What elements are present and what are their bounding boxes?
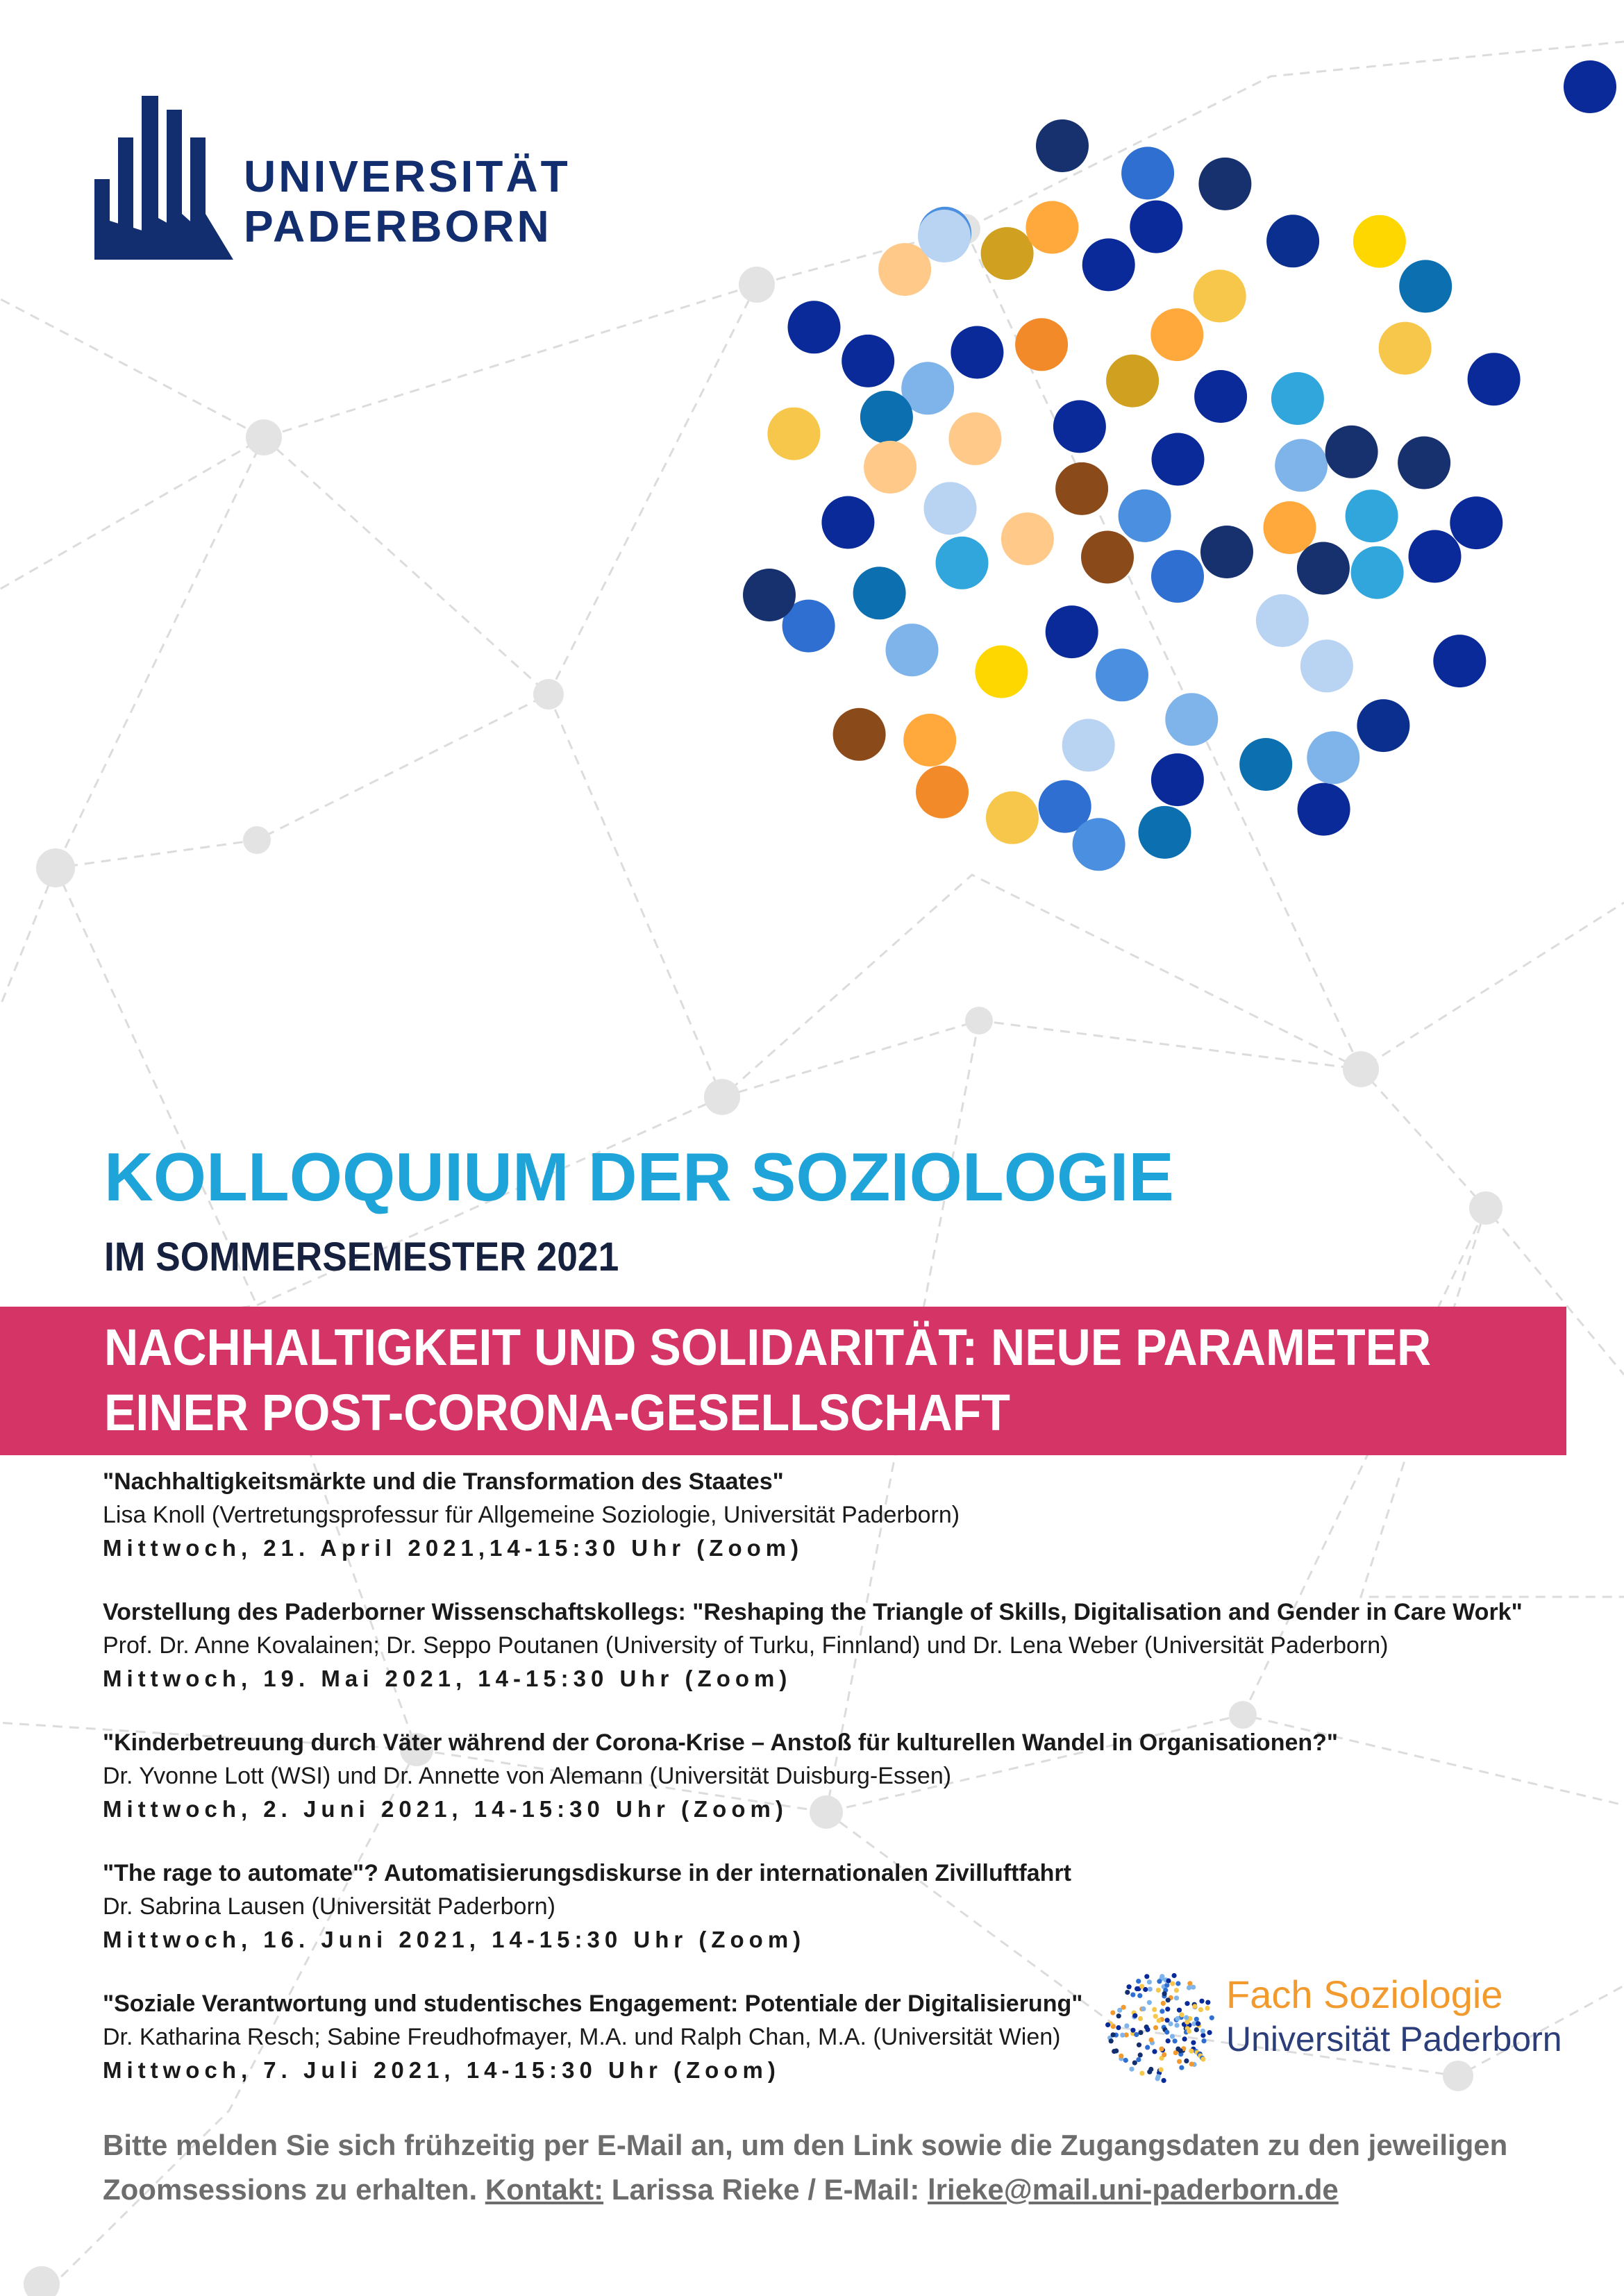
decorative-dot xyxy=(1191,1985,1196,1990)
decorative-dot xyxy=(1198,2007,1203,2012)
decorative-dot xyxy=(1165,2018,1170,2022)
decorative-dot xyxy=(1152,2007,1157,2012)
decorative-dot xyxy=(1192,2004,1197,2009)
decorative-dot xyxy=(1096,648,1148,701)
decorative-dot xyxy=(1174,1995,1179,2000)
decorative-dot xyxy=(1015,318,1068,371)
decorative-dot xyxy=(1196,2021,1200,2026)
decorative-dot xyxy=(1191,2041,1196,2045)
page-title: KOLLOQUIUM DER SOZIOLOGIE xyxy=(104,1139,1174,1215)
decorative-dot xyxy=(1159,2047,1164,2052)
decorative-dot xyxy=(1109,2038,1114,2043)
university-logo xyxy=(94,96,571,260)
decorative-dot xyxy=(1399,260,1452,312)
decorative-dot xyxy=(1166,1978,1171,1983)
decorative-dot xyxy=(788,301,841,353)
decorative-dot xyxy=(1127,1984,1132,1989)
decorative-dot xyxy=(1150,308,1203,361)
decorative-dot xyxy=(1164,2029,1169,2034)
decorative-dot xyxy=(1147,1979,1152,1984)
event-item xyxy=(103,1726,1561,1857)
decorative-dot xyxy=(1151,753,1204,806)
decorative-dot xyxy=(1184,2001,1189,2006)
decorative-dot xyxy=(1132,2013,1137,2018)
decorative-dot xyxy=(1207,2030,1212,2035)
fach-university: Universität Paderborn xyxy=(1226,2020,1562,2059)
event-title: "Soziale Verantwortung und studentisches Engagement: Potentiale der Digitalisierung" xyxy=(103,1991,1083,2017)
event-item xyxy=(103,1595,1561,1726)
decorative-dot xyxy=(986,791,1039,844)
decorative-dot xyxy=(1175,1981,1180,1986)
event-speakers: Dr. Yvonne Lott (WSI) und Dr. Annette von Alemann (Universität Duisburg-Essen) xyxy=(103,1763,952,1789)
decorative-dot xyxy=(1129,2067,1134,2072)
decorative-dot xyxy=(1144,1974,1149,1979)
event-speakers: Prof. Dr. Anne Kovalainen; Dr. Seppo Poutanen (University of Turku, Finnland) und Dr. Lena Weber (Universität Paderborn) xyxy=(103,1632,1389,1659)
decorative-dot xyxy=(1121,146,1174,199)
contact-label: Kontakt: xyxy=(485,2173,604,2206)
decorative-dot xyxy=(1298,783,1350,836)
decorative-dot xyxy=(1119,489,1171,542)
decorative-dot xyxy=(1138,2016,1143,2021)
university-name-line1: UNIVERSITÄT xyxy=(244,151,571,201)
event-speakers: Dr. Sabrina Lausen (Universität Paderborn) xyxy=(103,1893,555,1920)
decorative-dot xyxy=(1116,2013,1121,2018)
page-subtitle: IM SOMMERSEMESTER 2021 xyxy=(104,1234,619,1280)
dot-cluster-icon xyxy=(1103,1969,1221,2087)
decorative-dot xyxy=(1156,1988,1161,1993)
decorative-dot xyxy=(1200,2029,1205,2034)
decorative-dot xyxy=(1194,2027,1199,2032)
decorative-dot xyxy=(1379,322,1432,375)
decorative-dot xyxy=(1433,635,1486,687)
decorative-dot xyxy=(1157,1979,1162,1984)
decorative-dot xyxy=(1346,489,1398,542)
decorative-dot xyxy=(1053,400,1106,453)
university-emblem-icon xyxy=(94,96,233,260)
decorative-dot xyxy=(1174,1988,1179,1993)
event-speakers: Lisa Knoll (Vertretungsprofessur für Allgemeine Soziologie, Universität Paderborn) xyxy=(103,1502,960,1528)
decorative-dot xyxy=(1325,426,1378,478)
decorative-dot xyxy=(1145,2027,1150,2032)
decorative-dot xyxy=(1187,1981,1192,1986)
decorative-dot xyxy=(1166,2038,1171,2043)
decorative-dot xyxy=(1179,2012,1184,2017)
decorative-dot xyxy=(1209,2016,1214,2020)
decorative-dot xyxy=(1161,2001,1166,2006)
decorative-dot xyxy=(1055,462,1108,515)
decorative-dot xyxy=(1162,2078,1166,2083)
decorative-dot xyxy=(1266,215,1319,267)
decorative-dot xyxy=(1153,2014,1158,2019)
decorative-dot xyxy=(1300,639,1353,692)
decorative-dot xyxy=(916,766,969,819)
decorative-dot xyxy=(1468,353,1521,405)
decorative-dot xyxy=(1177,2008,1182,2013)
decorative-dot xyxy=(1138,2052,1143,2057)
decorative-dot xyxy=(1139,1984,1144,1989)
decorative-dot xyxy=(1409,530,1462,583)
decorative-dot xyxy=(1123,2058,1128,2063)
decorative-dot xyxy=(1132,2061,1137,2065)
decorative-dot xyxy=(1200,2033,1205,2038)
decorative-dot xyxy=(1194,269,1246,322)
fach-name: Fach Soziologie xyxy=(1226,1972,1503,2016)
decorative-dot xyxy=(1175,2047,1180,2052)
decorative-dot xyxy=(1205,2000,1210,2005)
decorative-dot xyxy=(1159,2067,1164,2072)
decorative-dot xyxy=(1152,433,1205,486)
decorative-dot xyxy=(1239,738,1292,791)
decorative-dot xyxy=(1564,60,1616,113)
event-date: Mittwoch, 7. Juli 2021, 14-15:30 Uhr (Zoom) xyxy=(103,2057,780,2083)
decorative-dot xyxy=(743,569,796,621)
decorative-dot xyxy=(1136,1979,1141,1984)
decorative-dot xyxy=(1106,355,1159,408)
decorative-dot xyxy=(1105,2022,1110,2027)
decorative-dot xyxy=(1184,2059,1189,2063)
decorative-dot xyxy=(1166,1997,1171,2002)
decorative-dot xyxy=(1149,2038,1154,2043)
decorative-dot xyxy=(1116,2025,1121,2030)
decorative-dot xyxy=(1357,699,1409,752)
decorative-dot xyxy=(1198,158,1251,210)
decorative-dot xyxy=(1160,2009,1164,2013)
decorative-dot xyxy=(1152,2049,1157,2054)
decorative-dot xyxy=(1026,201,1078,254)
decorative-dot xyxy=(1139,2071,1144,2076)
event-date: Mittwoch, 19. Mai 2021, 14-15:30 Uhr (Zoom) xyxy=(103,1666,792,1691)
decorative-dot xyxy=(853,567,906,619)
decorative-dot xyxy=(1271,372,1324,425)
banner-line-2: EINER POST-CORONA-GESELLSCHAFT xyxy=(104,1384,1010,1441)
decorative-dot xyxy=(1145,2045,1150,2050)
event-speakers: Dr. Katharina Resch; Sabine Freudhofmayer, M.A. und Ralph Chan, M.A. (Universität Wien) xyxy=(103,2024,1061,2050)
decorative-dot xyxy=(1141,2006,1146,2011)
registration-note-line2 xyxy=(103,2168,1575,2212)
fach-soziologie-logo xyxy=(1103,1969,1575,2087)
decorative-dot xyxy=(842,335,894,387)
decorative-dot xyxy=(1165,693,1218,746)
decorative-dot xyxy=(1137,2043,1141,2047)
decorative-dot xyxy=(1353,215,1406,268)
decorative-dot xyxy=(1155,2076,1160,2081)
decorative-dot xyxy=(1111,2032,1116,2037)
decorative-dot xyxy=(1001,512,1054,565)
decorative-dot xyxy=(1187,2029,1191,2034)
event-date: Mittwoch, 21. April 2021,14-15:30 Uhr (Zoom) xyxy=(103,1535,804,1561)
decorative-dot xyxy=(1200,526,1253,578)
decorative-dot xyxy=(1135,1986,1139,1991)
decorative-dot xyxy=(1256,594,1309,647)
event-item xyxy=(103,1857,1561,1987)
decorative-dot xyxy=(1130,2028,1135,2033)
decorative-dot xyxy=(1148,1987,1153,1992)
decorative-dot xyxy=(1199,1999,1204,2004)
decorative-dot xyxy=(981,227,1034,280)
decorative-dot xyxy=(1134,2032,1139,2037)
decorative-dot xyxy=(918,210,971,262)
decorative-dot xyxy=(886,623,939,676)
decorative-dot xyxy=(1151,550,1204,603)
decorative-dot xyxy=(1264,501,1316,554)
decorative-dot xyxy=(1172,1973,1177,1978)
decorative-dot xyxy=(903,714,956,766)
decorative-dot xyxy=(1125,1990,1130,1995)
decorative-dot xyxy=(1189,2061,1194,2066)
event-title: "Nachhaltigkeitsmärkte und die Transformation des Staates" xyxy=(103,1468,784,1495)
decorative-dot xyxy=(1121,2005,1126,2010)
decorative-dot xyxy=(833,708,886,761)
decorative-dot xyxy=(1187,1985,1191,1990)
decorative-dot xyxy=(1351,546,1404,599)
decorative-dot xyxy=(860,391,913,444)
decorative-dot xyxy=(1073,818,1125,871)
decorative-dot xyxy=(1175,2023,1180,2028)
registration-note xyxy=(103,2123,1575,2212)
registration-note-text: Zoomsessions zu erhalten. xyxy=(103,2173,485,2206)
decorative-dot xyxy=(1110,2010,1115,2015)
decorative-dot xyxy=(1130,201,1182,253)
banner-line-1: NACHHALTIGKEIT UND SOLIDARITÄT: NEUE PARAMETER xyxy=(104,1318,1432,1376)
decorative-dot xyxy=(1297,542,1350,595)
decorative-dot xyxy=(1307,731,1359,784)
decorative-dot xyxy=(1173,2038,1178,2043)
decorative-dot xyxy=(1062,719,1115,771)
contact-email-link[interactable]: lrieke@mail.uni-paderborn.de xyxy=(928,2173,1339,2206)
decorative-dot xyxy=(1139,806,1191,859)
decorative-dot xyxy=(1175,2016,1180,2021)
theme-banner xyxy=(0,1307,1566,1455)
event-date: Mittwoch, 2. Juni 2021, 14-15:30 Uhr (Zoom) xyxy=(103,1796,788,1822)
decorative-dot xyxy=(975,646,1028,698)
decorative-dot xyxy=(1119,2054,1123,2059)
decorative-dot xyxy=(1179,2065,1184,2070)
registration-note-line1: Bitte melden Sie sich frühzeitig per E-Mail an, um den Link sowie die Zugangsdaten zu den jeweiligen xyxy=(103,2129,1508,2161)
decorative-dot xyxy=(948,412,1001,465)
decorative-dot xyxy=(1136,2057,1141,2062)
decorative-dot xyxy=(1182,2036,1187,2041)
decorative-dot xyxy=(1148,2067,1153,2072)
decorative-dot xyxy=(1120,2033,1125,2038)
decorative-dot xyxy=(1275,439,1328,492)
university-name xyxy=(244,151,571,251)
decorative-dot xyxy=(924,482,977,535)
decorative-dot xyxy=(1170,2034,1175,2039)
decorative-dot xyxy=(1124,2023,1129,2028)
decorative-dot xyxy=(1162,1991,1167,1996)
event-title: "The rage to automate"? Automatisierungsdiskurse in der internationalen Zivilluftfahrt xyxy=(103,1860,1071,1886)
decorative-dot xyxy=(1184,2020,1189,2025)
decorative-dot xyxy=(1153,2025,1158,2030)
decorative-dot xyxy=(1082,238,1135,291)
decorative-dot xyxy=(1112,2049,1116,2054)
decorative-dot xyxy=(1189,2049,1194,2054)
decorative-dot xyxy=(821,496,874,549)
decorative-dot xyxy=(936,537,989,589)
decorative-dot xyxy=(1200,2056,1205,2061)
event-date: Mittwoch, 16. Juni 2021, 14-15:30 Uhr (Zoom) xyxy=(103,1927,806,1952)
decorative-dot xyxy=(1046,605,1098,658)
event-title: Vorstellung des Paderborner Wissenschaftskollegs: "Reshaping the Triangle of Skills, Digitalisation and Gender in Care Work" xyxy=(103,1599,1523,1625)
decorative-dot xyxy=(1170,1981,1175,1986)
decorative-dot xyxy=(1157,2018,1162,2023)
decorative-dot xyxy=(1036,119,1089,172)
decorative-dot xyxy=(1165,2006,1170,2011)
decorative-dot xyxy=(951,326,1003,379)
decorative-dot xyxy=(1450,496,1502,549)
decorative-dot xyxy=(1137,1993,1142,1998)
decorative-dot xyxy=(1138,2030,1143,2035)
decorative-dot xyxy=(1162,2052,1166,2057)
event-title: "Kinderbetreuung durch Väter während der Corona-Krise – Anstoß für kulturellen Wandel in Organisationen?" xyxy=(103,1729,1339,1756)
decorative-dot xyxy=(1147,2000,1152,2005)
event-item xyxy=(103,1465,1561,1595)
decorative-dot xyxy=(1194,2017,1199,2022)
decorative-dot xyxy=(1201,2038,1206,2043)
contact-person: Larissa Rieke / E-Mail: xyxy=(603,2173,928,2206)
decorative-dot xyxy=(1398,437,1450,489)
decorative-dot xyxy=(767,408,820,460)
decorative-dot xyxy=(864,441,916,494)
university-name-line2: PADERBORN xyxy=(244,201,552,251)
decorative-dot xyxy=(1130,1993,1135,1997)
decorative-dot xyxy=(1184,2015,1189,2020)
decorative-dot xyxy=(1177,2059,1182,2064)
decorative-dot xyxy=(1194,370,1247,423)
decorative-dot xyxy=(1081,531,1134,584)
decorative-dot xyxy=(1205,2006,1209,2011)
